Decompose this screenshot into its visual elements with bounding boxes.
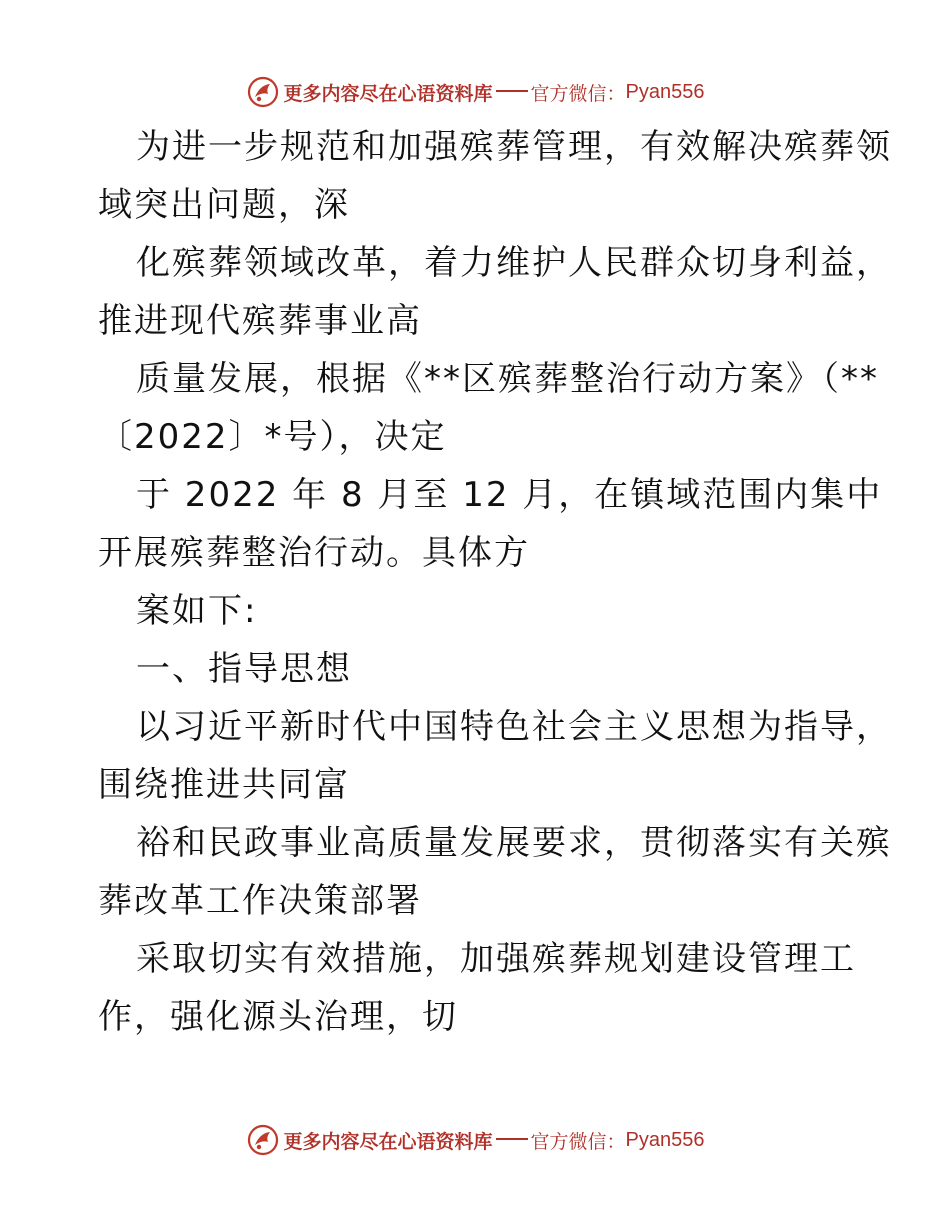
footer-watermark-banner xyxy=(0,1120,950,1160)
text-line: 化殡葬领域改革，着力维护人民群众切身利益， xyxy=(136,243,892,283)
banner-dash xyxy=(496,90,528,92)
text-line: 开展殡葬整治行动。具体方 xyxy=(98,533,530,573)
text-line: 案如下: xyxy=(136,591,258,631)
wechat-id: Pyan556 xyxy=(625,1128,705,1151)
text-line: 〔2022〕*号），决定 xyxy=(98,417,447,457)
text-line: 葬改革工作决策部署 xyxy=(98,881,422,921)
text-line: 质量发展，根据《**区殡葬整治行动方案》（** xyxy=(136,359,879,399)
text-line: 域突出问题，深 xyxy=(98,185,350,225)
wechat-id: Pyan556 xyxy=(625,80,705,103)
brand-text: 更多内容尽在心语资料库 xyxy=(283,82,493,105)
section-heading: 一、指导思想 xyxy=(136,649,352,689)
brand-logo-icon xyxy=(246,75,280,109)
text-line: 为进一步规范和加强殡葬管理，有效解决殡葬领 xyxy=(136,127,892,167)
banner-dash xyxy=(496,1138,528,1140)
wechat-label: 官方微信： xyxy=(530,1130,626,1153)
text-line: 采取切实有效措施，加强殡葬规划建设管理工 xyxy=(136,939,856,979)
wechat-label: 官方微信： xyxy=(530,82,626,105)
brand-logo-icon xyxy=(246,1123,280,1157)
text-line: 以习近平新时代中国特色社会主义思想为指导， xyxy=(136,707,892,747)
text-line: 裕和民政事业高质量发展要求，贯彻落实有关殡 xyxy=(136,823,892,863)
document-body xyxy=(98,118,892,1046)
text-line: 推进现代殡葬事业高 xyxy=(98,301,422,341)
brand-text: 更多内容尽在心语资料库 xyxy=(283,1130,493,1153)
text-line: 围绕推进共同富 xyxy=(98,765,350,805)
text-line: 于 2022 年 8 月至 12 月，在镇域范围内集中 xyxy=(136,475,883,515)
text-line: 作，强化源头治理，切 xyxy=(98,997,458,1037)
header-watermark-banner xyxy=(0,72,950,112)
